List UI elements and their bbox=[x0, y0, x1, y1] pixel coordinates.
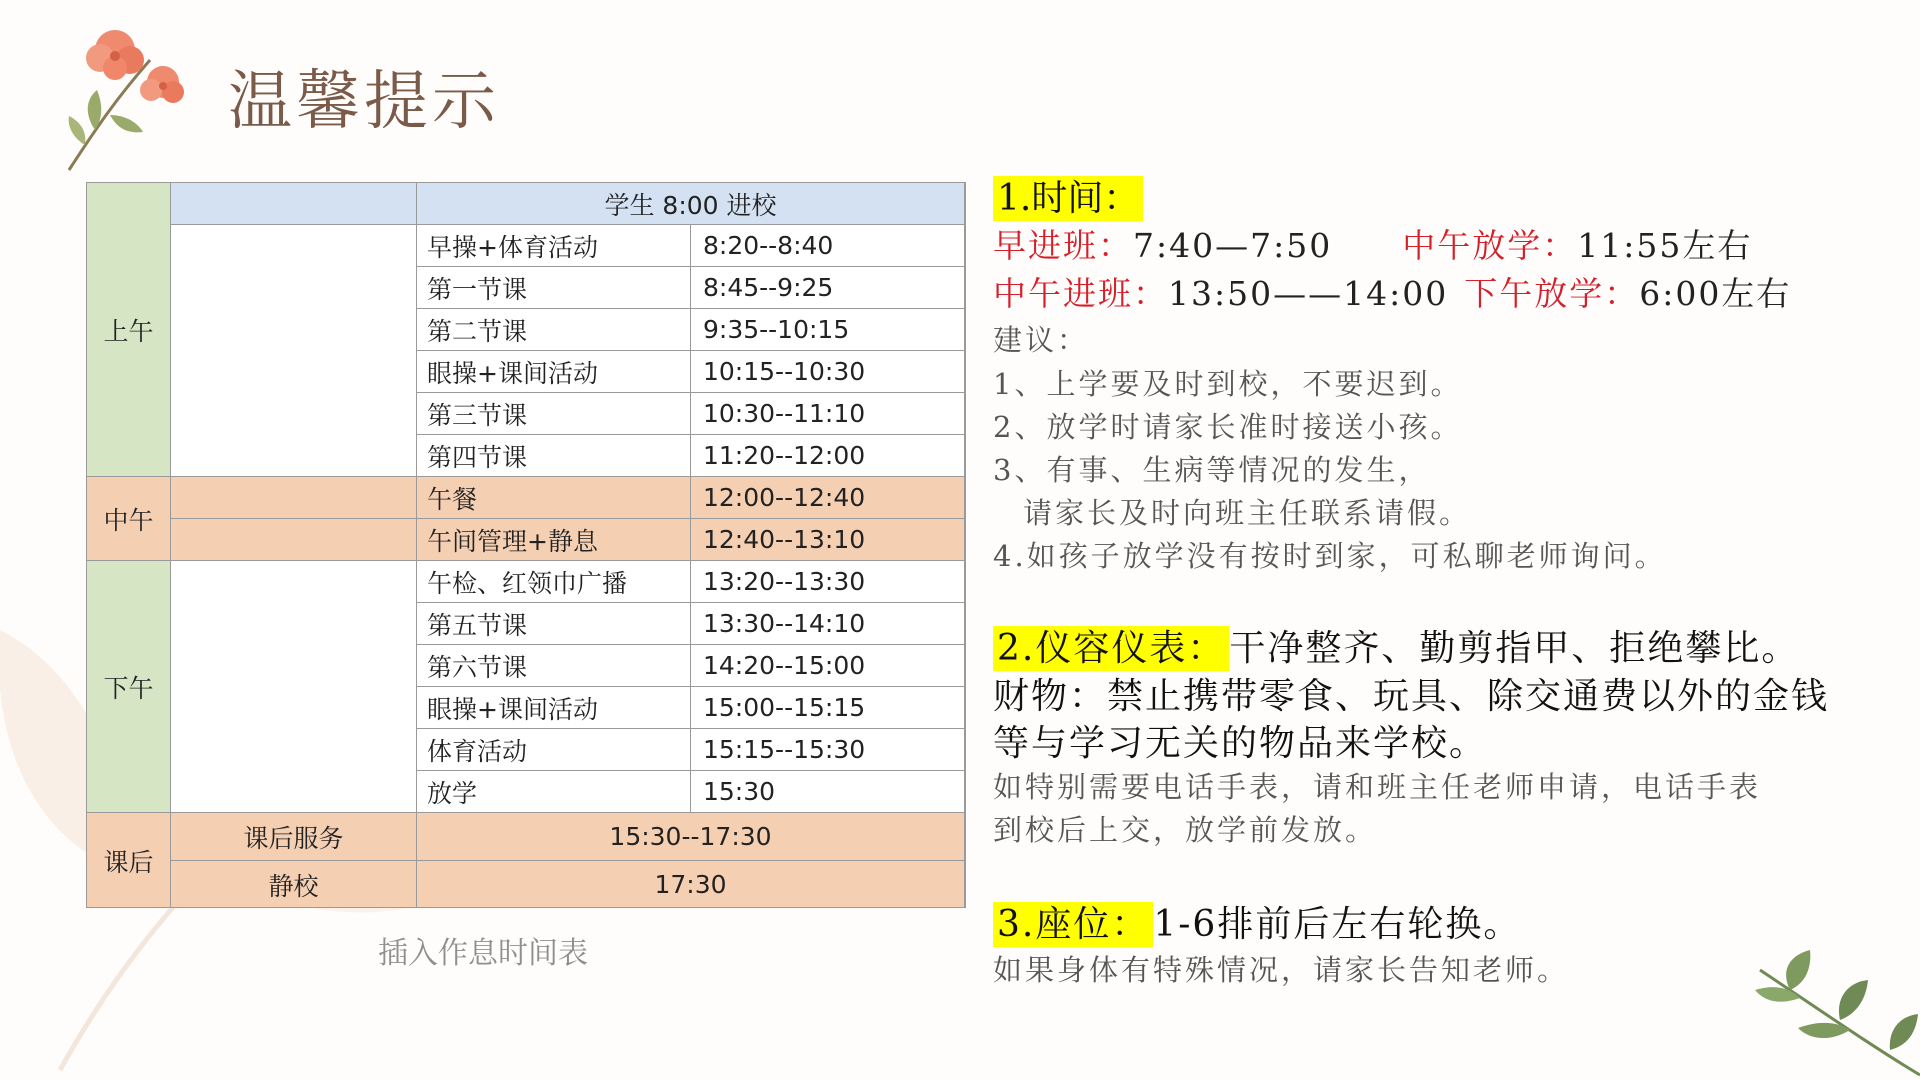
schedule-row-name: 第二节课 bbox=[417, 309, 691, 351]
schedule-table bbox=[86, 182, 966, 908]
schedule-row-time: 9:35--10:15 bbox=[691, 309, 965, 351]
schedule-row-time: 13:30--14:10 bbox=[691, 603, 965, 645]
schedule-row-time: 8:45--9:25 bbox=[691, 267, 965, 309]
section-seating-text: 1-6排前后左右轮换。 bbox=[1153, 904, 1522, 945]
schedule-row-time: 8:20--8:40 bbox=[691, 225, 965, 267]
flower-icon bbox=[55, 20, 195, 180]
schedule-row-name: 体育活动 bbox=[417, 729, 691, 771]
blank-column-noon-1 bbox=[171, 477, 417, 519]
schedule-row-name: 第三节课 bbox=[417, 393, 691, 435]
leaf-branch-icon bbox=[1740, 950, 1920, 1080]
noon-dismissal-label: 中午放学： bbox=[1402, 226, 1578, 265]
after-row-2-name: 静校 bbox=[171, 861, 417, 908]
noon-arrival-time: 13:50——14:00 bbox=[1168, 274, 1449, 313]
blank-column-morning bbox=[171, 225, 417, 477]
morning-arrival-label: 早进班： bbox=[993, 226, 1133, 265]
arrival-line-1 bbox=[993, 220, 1752, 267]
image-caption: 插入作息时间表 bbox=[378, 936, 588, 971]
schedule-row-time: 15:15--15:30 bbox=[691, 729, 965, 771]
arrival-line-2 bbox=[993, 268, 1791, 315]
period-noon: 中午 bbox=[87, 477, 171, 561]
period-after-school: 课后 bbox=[87, 813, 171, 908]
section-appearance-text: 干净整齐、勤剪指甲、拒绝攀比。 bbox=[1229, 628, 1800, 669]
schedule-row-name: 眼操+课间活动 bbox=[417, 351, 691, 393]
schedule-row-name: 午餐 bbox=[417, 477, 691, 519]
morning-arrival-time: 7:40—7:50 bbox=[1133, 226, 1333, 265]
blank-column-afternoon bbox=[171, 561, 417, 813]
schedule-row-time: 10:30--11:10 bbox=[691, 393, 965, 435]
after-row-1-name: 课后服务 bbox=[171, 813, 417, 861]
advice-3: 3、有事、生病等情况的发生， bbox=[993, 453, 1431, 487]
schedule-row-name: 第四节课 bbox=[417, 435, 691, 477]
schedule-row-name: 午检、红领巾广播 bbox=[417, 561, 691, 603]
schedule-row-time: 12:00--12:40 bbox=[691, 477, 965, 519]
belongings-line-1: 财物：禁止携带零食、玩具、除交通费以外的金钱 bbox=[993, 676, 1830, 717]
advice-3-continued: 请家长及时向班主任联系请假。 bbox=[1023, 496, 1472, 530]
noon-dismissal-time: 11:55左右 bbox=[1577, 226, 1753, 265]
schedule-row-time: 14:20--15:00 bbox=[691, 645, 965, 687]
advice-4: 4.如孩子放学没有按时到家，可私聊老师询问。 bbox=[993, 539, 1667, 573]
schedule-row-time: 11:20--12:00 bbox=[691, 435, 965, 477]
schedule-row-time: 10:15--10:30 bbox=[691, 351, 965, 393]
after-row-2-time: 17:30 bbox=[417, 861, 965, 908]
schedule-row-name: 第六节课 bbox=[417, 645, 691, 687]
schedule-row-time: 15:30 bbox=[691, 771, 965, 813]
period-afternoon: 下午 bbox=[87, 561, 171, 813]
section-seating-label: 3.座位： bbox=[993, 902, 1153, 947]
section-seating bbox=[993, 896, 1521, 947]
after-row-1-time: 15:30--17:30 bbox=[417, 813, 965, 861]
noon-arrival-label: 中午进班： bbox=[993, 274, 1168, 313]
afternoon-dismissal-label: 下午放学： bbox=[1464, 274, 1640, 313]
schedule-row-time: 12:40--13:10 bbox=[691, 519, 965, 561]
page-title: 温馨提示 bbox=[228, 65, 500, 139]
blank-column-noon-2 bbox=[171, 519, 417, 561]
schedule-row-time: 15:00--15:15 bbox=[691, 687, 965, 729]
schedule-row-name: 第五节课 bbox=[417, 603, 691, 645]
afternoon-dismissal-time: 6:00左右 bbox=[1639, 274, 1792, 313]
schedule-row-name: 放学 bbox=[417, 771, 691, 813]
table-header: 学生 8:00 进校 bbox=[417, 183, 965, 225]
section-time-label: 1.时间： bbox=[993, 176, 1143, 221]
advice-2: 2、放学时请家长准时接送小孩。 bbox=[993, 410, 1463, 444]
schedule-row-name: 眼操+课间活动 bbox=[417, 687, 691, 729]
belongings-line-2: 等与学习无关的物品来学校。 bbox=[993, 723, 1488, 764]
advice-1: 1、上学要及时到校，不要迟到。 bbox=[993, 367, 1463, 401]
seating-note: 如果身体有特殊情况，请家长告知老师。 bbox=[993, 953, 1570, 987]
advice-label: 建议： bbox=[993, 323, 1090, 357]
watch-note-2: 到校后上交，放学前发放。 bbox=[993, 813, 1378, 847]
watch-note-1: 如特别需要电话手表，请和班主任老师申请，电话手表 bbox=[993, 770, 1762, 804]
section-time-heading bbox=[993, 170, 1143, 221]
schedule-row-name: 第一节课 bbox=[417, 267, 691, 309]
header-spacer bbox=[171, 183, 417, 225]
schedule-row-name: 午间管理+静息 bbox=[417, 519, 691, 561]
schedule-row-time: 13:20--13:30 bbox=[691, 561, 965, 603]
period-morning: 上午 bbox=[87, 183, 171, 477]
schedule-row-name: 早操+体育活动 bbox=[417, 225, 691, 267]
section-appearance bbox=[993, 620, 1799, 671]
section-appearance-label: 2.仪容仪表： bbox=[993, 626, 1229, 671]
